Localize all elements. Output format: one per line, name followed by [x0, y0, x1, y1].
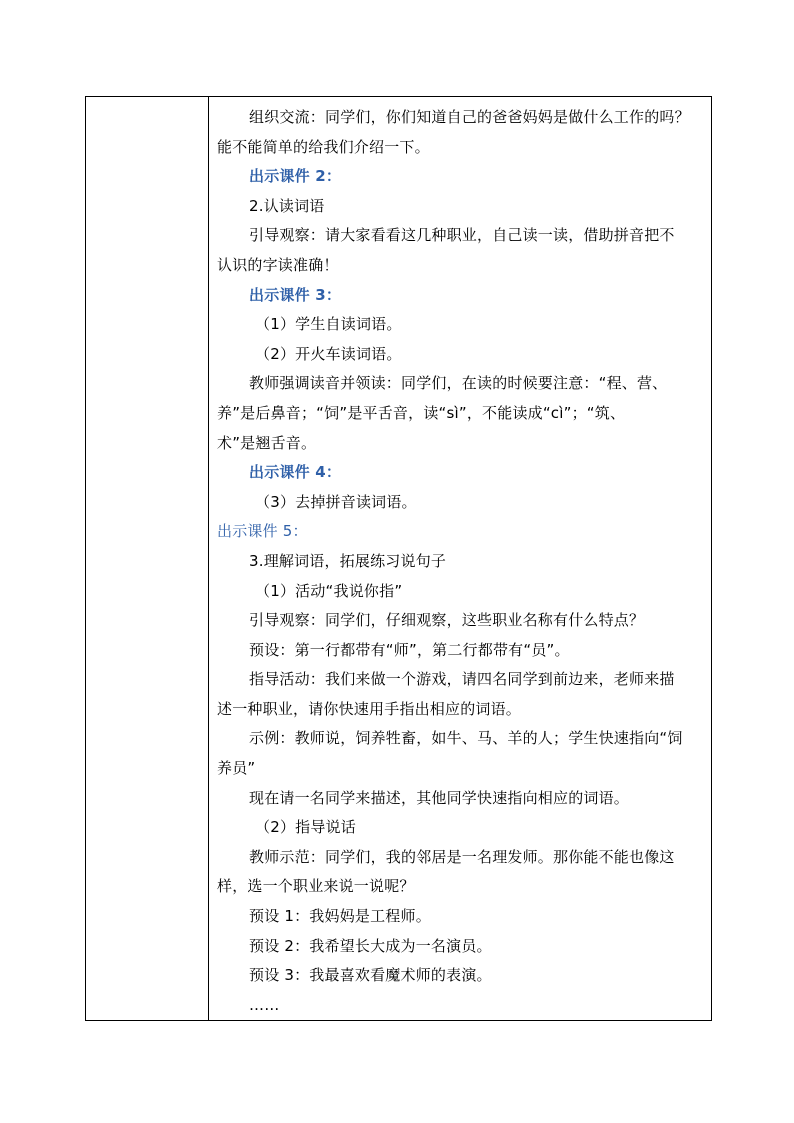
ellipsis-line: ……: [249, 995, 280, 1014]
paragraph-line: 预设 2：我希望长大成为一名演员。: [249, 936, 492, 955]
paragraph-line: 养”是后鼻音；“饲”是平舌音，读“sì”，不能读成“cì”；“筑、: [217, 403, 626, 422]
paragraph-line: 预设 1：我妈妈是工程师。: [249, 907, 431, 926]
paragraph-line: 组织交流：同学们，你们知道自己的爸爸妈妈是做什么工作的吗？: [249, 108, 690, 126]
paragraph-line: 样，选一个职业来说一说呢？: [217, 877, 415, 896]
courseware-heading: 出示课件 5：: [217, 522, 308, 541]
courseware-heading: 出示课件 3：: [249, 285, 342, 304]
paragraph-line: 引导观察：同学们，仔细观察，这些职业名称有什么特点？: [249, 611, 645, 630]
list-item: （1）学生自读词语。: [255, 315, 402, 334]
paragraph-line: 预设：第一行都带有“师”，第二行都带有“员”。: [249, 640, 570, 659]
lesson-content: [209, 97, 711, 1020]
paragraph-line: 教师强调读音并领读：同学们，在读的时候要注意：“程、营、: [249, 374, 668, 393]
list-item: （1）活动“我说你指”: [255, 581, 403, 600]
lesson-table: [85, 96, 712, 1021]
section-heading: 3.理解词语，拓展练习说句子: [249, 551, 447, 570]
paragraph-line: 指导活动：我们来做一个游戏，请四名同学到前边来，老师来描: [249, 670, 675, 689]
list-item: （2）指导说话: [255, 818, 356, 837]
courseware-heading: 出示课件 2：: [249, 167, 342, 186]
paragraph-line: 能不能简单的给我们介绍一下。: [217, 137, 430, 156]
list-item: （2）开火车读词语。: [255, 344, 402, 363]
content-cell: [209, 97, 712, 1021]
left-column-cell: [86, 97, 209, 1021]
section-heading: 2.认读词语: [249, 196, 325, 215]
paragraph-line: 预设 3：我最喜欢看魔术师的表演。: [249, 966, 492, 985]
courseware-heading: 出示课件 4：: [249, 463, 342, 482]
paragraph-line: 示例：教师说，饲养牲畜，如牛、马、羊的人；学生快速指向“饲: [249, 729, 683, 748]
paragraph-line: 引导观察：请大家看看这几种职业，自己读一读，借助拼音把不: [249, 226, 675, 245]
paragraph-line: 教师示范：同学们，我的邻居是一名理发师。那你能不能也像这: [249, 847, 675, 866]
paragraph-line: 述一种职业，请你快速用手指出相应的词语。: [217, 699, 522, 718]
paragraph-line: 术”是翘舌音。: [217, 433, 317, 452]
paragraph-line: 现在请一名同学来描述，其他同学快速指向相应的词语。: [249, 788, 630, 807]
paragraph-line: 养员”: [217, 759, 256, 778]
paragraph-line: 认识的字读准确！: [217, 255, 339, 274]
list-item: （3）去掉拼音读词语。: [255, 492, 417, 511]
